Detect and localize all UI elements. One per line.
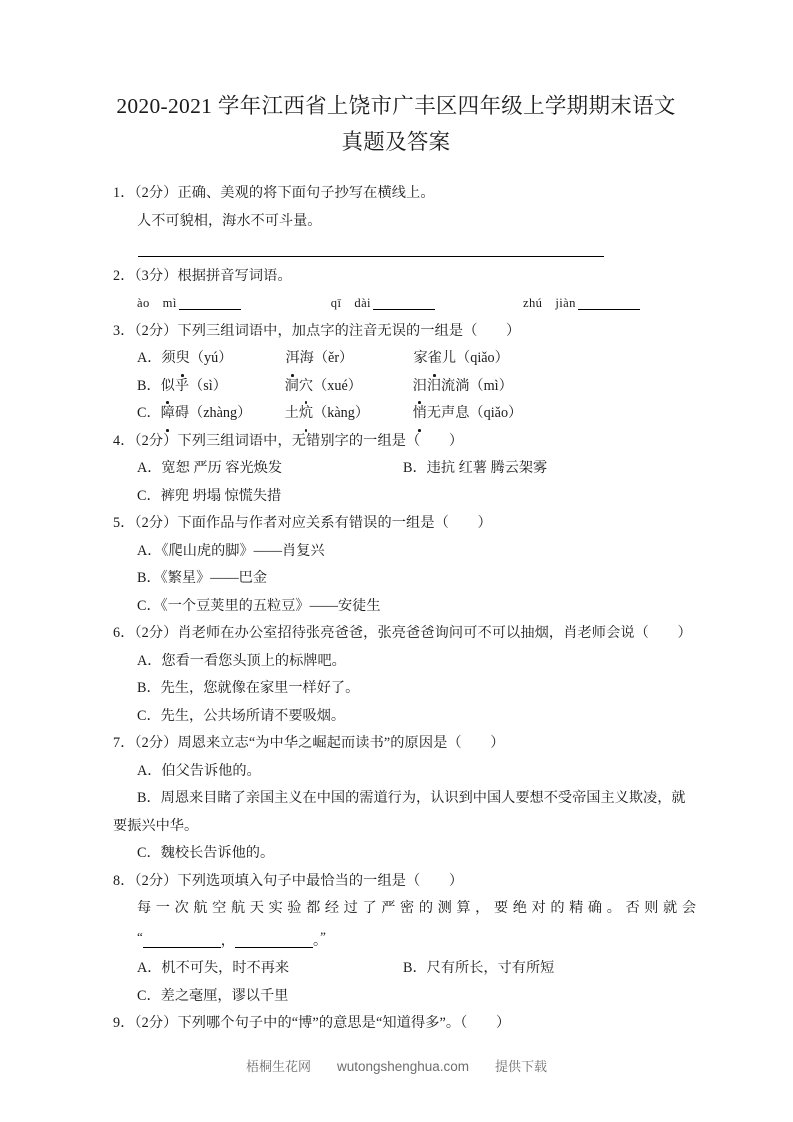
question-2-stem: 2．（3分）根据拼音写词语。 [113,267,292,284]
question-8-stem: 8．（2分）下列选项填入句子中最恰当的一组是（ ） [113,872,464,889]
question-4 [113,428,683,511]
question-6 [113,620,692,730]
title-line-1: 2020-2021 学年江西省上饶市广丰区四年级上学期期末语文 [116,94,676,118]
question-8-option-c[interactable]: C．差之毫厘，谬以千里 [137,987,289,1004]
title-line-2: 真题及答案 [341,130,451,154]
footer-site-name: 梧桐生花网 [245,1059,311,1074]
question-1-answer-line[interactable] [113,235,683,263]
answer-blank-5[interactable] [235,947,313,948]
dotted-char: 雀 [428,345,442,373]
question-7-option-b-line-2[interactable]: 要振兴中华。 [113,817,199,834]
question-8-option-row [113,955,683,983]
question-6-option-a[interactable]: A．您看一看您头顶上的标牌吧。 [137,652,346,669]
pinyin-1: ào mì [137,296,177,310]
option-label: B． [137,377,161,394]
opt-text: 海（ěr） [299,350,354,366]
opt-text: （xué） [313,377,362,394]
question-7 [113,730,686,868]
question-2 [113,263,683,318]
dotted-char: 穴 [299,373,313,401]
opt-text: 洞 [284,377,299,394]
question-list [113,180,701,1038]
question-1-stem: 1．（2分）正确、美观的将下面句子抄写在横线上。 [113,185,435,201]
question-6-stem: 6．（2分）肖老师在办公室招待张亮爸爸，张亮爸爸询问可不可以抽烟，肖老师会说（ ） [113,625,692,641]
opt-text: 碍（zhàng） [174,405,252,421]
option-label: C． [137,405,161,421]
answer-blank-3[interactable] [578,309,640,310]
dotted-char: 炕 [299,400,313,428]
opt-text: 汨流淌（mì） [426,377,513,394]
question-6-option-c[interactable]: C．先生，公共场所请不要吸烟。 [137,707,346,724]
footer-site-url: wutongshenghua.com [336,1059,470,1074]
dotted-char: 障 [161,400,175,428]
fill-comma: ， [220,932,235,949]
close-quote: ” [320,928,326,944]
opt-text: 儿（qiǎo） [441,350,509,366]
question-8-sentence: 每一次航空航天实验都经过了严密的测算，要绝对的精确。否则就会 [137,900,701,916]
answer-blank-1[interactable] [179,309,241,310]
question-3-stem: 3．（2分）下列三组词语中，加点字的注音无误的一组是（ ） [113,322,521,339]
opt-text: 土 [284,405,299,421]
question-5 [113,510,683,620]
pinyin-3: zhú jiàn [522,296,576,310]
question-5-option-a[interactable]: A．《爬山虎的脚》——肖复兴 [137,542,325,559]
question-5-option-c[interactable]: C．《一个豆荚里的五粒豆》——安徒生 [137,597,381,614]
question-3-option-c[interactable] [113,400,683,428]
opt-text: 家 [413,350,428,366]
question-5-option-b[interactable]: B．《繁星》——巴金 [137,570,268,586]
opt-text: 无声息（qiǎo） [426,405,523,421]
question-1 [113,180,683,263]
question-4-option-b[interactable]: B．违抗 红薯 腾云架雾 [403,460,548,476]
question-7-option-c[interactable]: C．魏校长告诉他的。 [137,845,275,861]
pinyin-2: qī dài [330,296,371,310]
dotted-char: 悄 [413,400,427,428]
opt-text: 乎（sì） [174,377,227,394]
question-6-option-b[interactable]: B．先生，您就像在家里一样好了。 [137,680,360,696]
question-4-option-a[interactable]: A．宽恕 严历 容光焕发 [137,460,283,476]
question-8-option-b[interactable]: B．尺有所长，寸有所短 [403,960,555,976]
open-quote: “ [137,928,143,944]
question-9-stem: 9．（2分）下列哪个句子中的“博”的意思是“知道得多”。（ ） [113,1015,511,1031]
dotted-char: 似 [161,373,175,401]
question-7-option-a[interactable]: A．伯父告诉他的。 [137,762,261,779]
footer-note: 提供下载 [495,1059,548,1074]
question-5-stem: 5．（2分）下面作品与作者对应关系有错误的一组是（ ） [113,515,492,531]
question-2-pinyin-row [113,290,683,318]
question-8-fill-row [113,923,683,956]
question-4-stem: 4．（2分）下列三组词语中，无错别字的一组是（ ） [113,432,464,449]
option-label: A． [137,350,162,366]
question-3 [113,318,683,428]
question-8 [113,868,701,1011]
question-7-stem: 7．（2分）周恩来立志“为中华之崛起而读书”的原因是（ ） [113,735,505,751]
question-1-given-sentence: 人不可貌相，海水不可斗量。 [137,212,322,229]
dotted-char: 汨 [413,373,427,401]
opt-text: （yú） [189,350,233,366]
question-9 [113,1010,683,1038]
footer-watermark [0,1056,793,1075]
question-3-option-a[interactable] [113,345,683,373]
dotted-char: 臾 [176,345,190,373]
dotted-char: 洱 [285,345,299,373]
answer-blank-4[interactable] [143,947,221,948]
question-7-option-b-line-1[interactable]: B．周恩来目睹了亲国主义在中国的需道行为，认识到中国人要想不受帝国主义欺凌，就 [137,790,686,806]
opt-text: 须 [161,350,176,366]
page-title [96,88,696,160]
answer-blank-2[interactable] [373,309,435,310]
opt-text: （kàng） [313,405,370,421]
question-4-option-row [113,455,683,483]
fill-period: 。 [312,932,321,949]
question-3-option-b[interactable] [113,373,683,401]
question-8-option-a[interactable]: A．机不可失，时不再来 [137,960,290,976]
question-4-option-c[interactable]: C．裤兜 坍塌 惊慌失措 [137,487,282,504]
